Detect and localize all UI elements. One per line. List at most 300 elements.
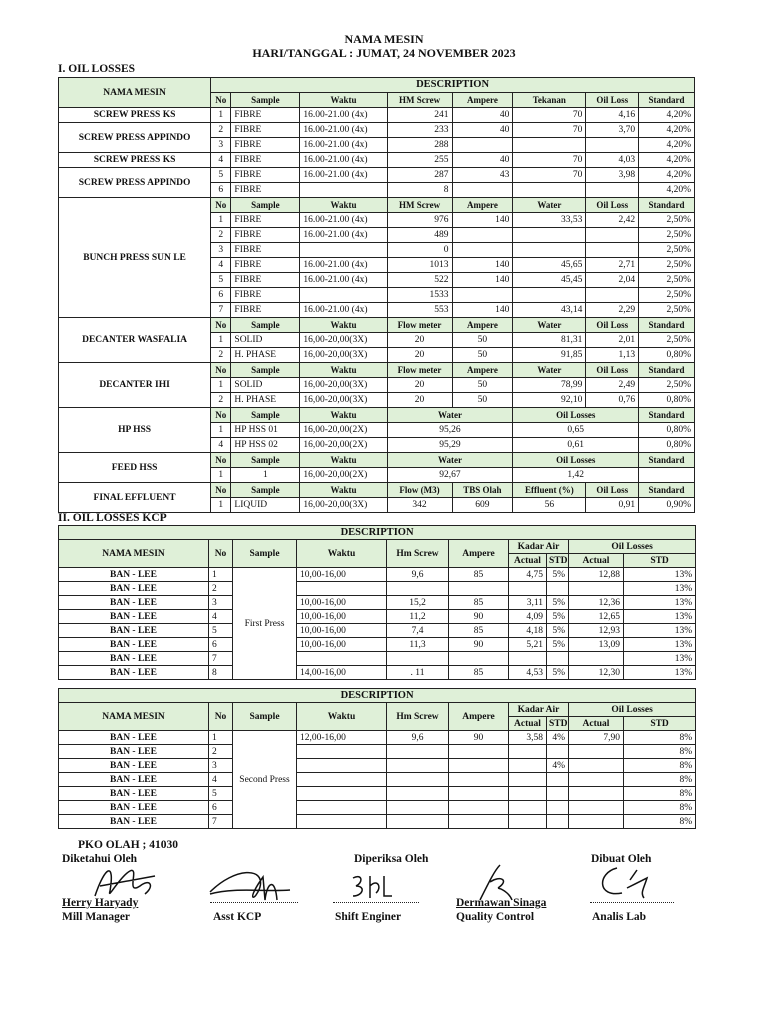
table-row	[59, 123, 695, 138]
table-cell	[509, 652, 547, 666]
column-header: Waktu	[300, 483, 387, 498]
table-cell	[547, 815, 569, 829]
header-row	[59, 453, 695, 468]
column-header: Sample	[231, 363, 300, 378]
column-header: Oil Loss	[586, 363, 639, 378]
table-cell: 4,16	[586, 108, 639, 123]
table-cell: 5	[211, 168, 231, 183]
table-cell: 5	[209, 624, 233, 638]
column-header: HM Screw	[387, 93, 452, 108]
table-row	[59, 652, 696, 666]
table-cell: 7	[211, 303, 231, 318]
table-cell: FIBRE	[231, 288, 300, 303]
table-cell	[387, 773, 449, 787]
table-cell: 2,29	[586, 303, 639, 318]
table-cell	[449, 801, 509, 815]
table-cell: 609	[452, 498, 513, 513]
table-cell: 12,36	[569, 596, 624, 610]
header-row	[59, 363, 695, 378]
table-cell: 15,2	[387, 596, 449, 610]
column-header: Hm Screw	[387, 703, 449, 731]
table-row	[59, 610, 696, 624]
machine-name: DECANTER WASFALIA	[59, 318, 211, 363]
table-cell: 8%	[624, 731, 696, 745]
machine-name: FEED HSS	[59, 453, 211, 483]
column-header: Flow meter	[387, 363, 452, 378]
table-cell: 10,00-16,00	[297, 610, 387, 624]
table-cell: 2,50%	[639, 228, 695, 243]
machine-name: SCREW PRESS KS	[59, 153, 211, 168]
table-cell	[586, 183, 639, 198]
table-cell: 85	[449, 666, 509, 680]
column-header: Standard	[639, 408, 695, 423]
table-cell: 3,70	[586, 123, 639, 138]
column-header: Waktu	[300, 93, 387, 108]
table-cell	[452, 138, 513, 153]
table-cell: 9,6	[387, 568, 449, 582]
table-cell	[569, 582, 624, 596]
table-cell: 3,98	[586, 168, 639, 183]
machine-name: BAN - LEE	[59, 731, 209, 745]
table-cell: 2	[211, 123, 231, 138]
table-cell: 50	[452, 393, 513, 408]
table-cell	[509, 759, 547, 773]
column-header: Ampere	[452, 318, 513, 333]
table-cell	[509, 582, 547, 596]
table-cell: 13,09	[569, 638, 624, 652]
table-cell: 43	[452, 168, 513, 183]
column-header: Standard	[639, 93, 695, 108]
column-header: Standard	[639, 363, 695, 378]
table-cell	[387, 815, 449, 829]
table-cell: 14,00-16,00	[297, 666, 387, 680]
table-cell	[297, 652, 387, 666]
table-cell	[297, 815, 387, 829]
table-cell	[297, 745, 387, 759]
table-cell: 45,45	[513, 273, 586, 288]
table-cell: 92,10	[513, 393, 586, 408]
table-cell: 40	[452, 108, 513, 123]
table-cell: 16.00-21.00 (4x)	[300, 228, 387, 243]
table-cell: 140	[452, 303, 513, 318]
column-header: Actual	[569, 717, 624, 731]
machine-name: BAN - LEE	[59, 815, 209, 829]
table-cell: 16.00-21.00 (4x)	[300, 273, 387, 288]
table-cell: 20	[387, 333, 452, 348]
table-cell: 90	[449, 638, 509, 652]
table-cell: 16,00-20,00(3X)	[300, 378, 387, 393]
table-cell: 13%	[624, 624, 696, 638]
table-cell: 50	[452, 348, 513, 363]
column-header: Ampere	[452, 93, 513, 108]
machine-name: SCREW PRESS APPINDO	[59, 123, 211, 153]
table-cell: 56	[513, 498, 586, 513]
table-cell: 3	[211, 138, 231, 153]
table-cell: 4,20%	[639, 183, 695, 198]
table-cell: 85	[449, 624, 509, 638]
table-cell	[569, 773, 624, 787]
table-cell: 20	[387, 393, 452, 408]
table-cell	[300, 183, 387, 198]
column-header: Waktu	[297, 540, 387, 568]
table-cell: 2	[209, 745, 233, 759]
table-cell: 43,14	[513, 303, 586, 318]
table-row	[59, 153, 695, 168]
analis-lab-role: Analis Lab	[592, 911, 647, 923]
column-header: No	[211, 318, 231, 333]
table-cell: 16.00-21.00 (4x)	[300, 213, 387, 228]
column-header: Water	[387, 453, 513, 468]
table-cell: 95,29	[387, 438, 513, 453]
table-cell: 45,65	[513, 258, 586, 273]
table-cell	[297, 582, 387, 596]
table-cell: 11,2	[387, 610, 449, 624]
machine-name: BAN - LEE	[59, 801, 209, 815]
table-cell: 2	[211, 348, 231, 363]
table-cell	[586, 228, 639, 243]
table-cell: 2	[211, 393, 231, 408]
table-row	[59, 787, 696, 801]
table-row	[59, 568, 696, 582]
table-row	[59, 582, 696, 596]
description-header: DESCRIPTION	[211, 78, 695, 93]
table-cell: 8%	[624, 787, 696, 801]
kcp-second-press-table	[58, 688, 696, 829]
table-cell: 16,00-20,00(3X)	[300, 393, 387, 408]
oil-losses-table	[58, 77, 695, 513]
table-cell: 1	[211, 468, 231, 483]
table-cell: FIBRE	[231, 123, 300, 138]
header-row	[59, 198, 695, 213]
table-cell: 13%	[624, 568, 696, 582]
column-header: Waktu	[297, 703, 387, 731]
table-cell: 4,03	[586, 153, 639, 168]
section1-title: I. OIL LOSSES	[58, 63, 136, 75]
table-row	[59, 638, 696, 652]
column-header: Standard	[639, 198, 695, 213]
column-header: Oil Losses	[569, 703, 696, 717]
column-header: Sample	[233, 703, 297, 731]
column-header: Water	[513, 198, 586, 213]
column-header: Tekanan	[513, 93, 586, 108]
column-header: Water	[387, 408, 513, 423]
table-cell	[509, 745, 547, 759]
table-cell: 1	[211, 423, 231, 438]
table-cell	[513, 243, 586, 258]
column-header: Actual	[509, 717, 547, 731]
machine-name: BAN - LEE	[59, 582, 209, 596]
table-cell: 16,00-20,00(2X)	[300, 438, 387, 453]
table-cell	[297, 773, 387, 787]
column-header: Ampere	[452, 363, 513, 378]
table-cell: 5%	[547, 666, 569, 680]
table-cell	[509, 773, 547, 787]
table-cell: 2,50%	[639, 213, 695, 228]
table-cell: 16.00-21.00 (4x)	[300, 258, 387, 273]
table-cell	[387, 582, 449, 596]
table-cell: 8%	[624, 745, 696, 759]
table-cell: 0,80%	[639, 438, 695, 453]
table-cell: 8%	[624, 801, 696, 815]
table-cell: 70	[513, 168, 586, 183]
table-cell: 12,30	[569, 666, 624, 680]
table-cell: 16,00-20,00(3X)	[300, 333, 387, 348]
table-cell: 2,49	[586, 378, 639, 393]
table-cell: 85	[449, 596, 509, 610]
table-cell: 13%	[624, 638, 696, 652]
table-cell: FIBRE	[231, 183, 300, 198]
table-cell	[547, 787, 569, 801]
column-header: Kadar Air	[509, 703, 569, 717]
column-header: Waktu	[300, 318, 387, 333]
table-cell: SOLID	[231, 333, 300, 348]
column-header: Waktu	[300, 198, 387, 213]
table-cell: 16.00-21.00 (4x)	[300, 303, 387, 318]
table-cell: 4	[211, 258, 231, 273]
table-cell: 2,50%	[639, 243, 695, 258]
machine-name: FINAL EFFLUENT	[59, 483, 211, 513]
table-cell: 5%	[547, 568, 569, 582]
column-header: Ampere	[452, 198, 513, 213]
table-cell: 92,67	[387, 468, 513, 483]
table-row	[59, 596, 696, 610]
column-header: No	[211, 363, 231, 378]
column-header: HM Screw	[387, 198, 452, 213]
table-cell: 8%	[624, 773, 696, 787]
table-cell: 0	[387, 243, 452, 258]
table-cell: 11,3	[387, 638, 449, 652]
description-header: DESCRIPTION	[59, 526, 696, 540]
table-cell: 6	[211, 288, 231, 303]
column-header: Sample	[231, 318, 300, 333]
doc-date: HARI/TANGGAL : JUMAT, 24 NOVEMBER 2023	[252, 46, 516, 60]
table-cell	[449, 773, 509, 787]
table-cell: 16,00-20,00(2X)	[300, 468, 387, 483]
mill-manager-role: Mill Manager	[62, 911, 131, 923]
table-cell: 6	[211, 183, 231, 198]
signature-analis-lab	[592, 858, 662, 903]
table-cell: 70	[513, 108, 586, 123]
table-cell: 2	[209, 582, 233, 596]
press-label: Second Press	[233, 731, 297, 829]
table-cell: FIBRE	[231, 258, 300, 273]
column-header: Standard	[639, 483, 695, 498]
table-cell: 20	[387, 348, 452, 363]
header-row	[59, 703, 696, 717]
table-cell: FIBRE	[231, 228, 300, 243]
signature-asst-kcp	[205, 862, 295, 907]
table-cell: 255	[387, 153, 452, 168]
table-cell: 16,00-20,00(3X)	[300, 498, 387, 513]
table-cell: . 11	[387, 666, 449, 680]
table-cell: 16.00-21.00 (4x)	[300, 108, 387, 123]
table-cell: H. PHASE	[231, 393, 300, 408]
table-cell: 3	[211, 243, 231, 258]
table-cell: 5%	[547, 638, 569, 652]
table-cell: 2,50%	[639, 258, 695, 273]
column-header: Oil Loss	[586, 93, 639, 108]
table-cell: 2,42	[586, 213, 639, 228]
dibuat-label: Dibuat Oleh	[591, 853, 652, 865]
table-row	[59, 624, 696, 638]
table-cell	[297, 801, 387, 815]
diketahui-label: Diketahui Oleh	[62, 853, 138, 865]
table-cell: 1	[211, 498, 231, 513]
column-header: No	[211, 93, 231, 108]
column-header: No	[211, 198, 231, 213]
press-label: First Press	[233, 568, 297, 680]
table-cell: 3,58	[509, 731, 547, 745]
table-cell: 0,65	[513, 423, 639, 438]
table-row	[59, 731, 696, 745]
column-header: Standard	[639, 318, 695, 333]
table-cell: 2,04	[586, 273, 639, 288]
table-cell: FIBRE	[231, 108, 300, 123]
table-cell	[449, 815, 509, 829]
table-cell: 4	[211, 153, 231, 168]
table-cell	[449, 582, 509, 596]
table-cell: 0,91	[586, 498, 639, 513]
machine-name: BAN - LEE	[59, 638, 209, 652]
table-cell: 1533	[387, 288, 452, 303]
table-cell: 10,00-16,00	[297, 638, 387, 652]
column-header: Oil Losses	[513, 453, 639, 468]
table-cell: 8	[387, 183, 452, 198]
column-header: Actual	[569, 554, 624, 568]
table-cell: 522	[387, 273, 452, 288]
column-header: Ampere	[449, 703, 509, 731]
column-header: Waktu	[300, 363, 387, 378]
table-cell: 12,93	[569, 624, 624, 638]
table-cell: 90	[449, 610, 509, 624]
table-cell: 4,09	[509, 610, 547, 624]
table-cell: 2,50%	[639, 333, 695, 348]
table-cell: 2	[211, 228, 231, 243]
table-cell: 16,00-20,00(3X)	[300, 348, 387, 363]
table-cell: 85	[449, 568, 509, 582]
table-cell	[297, 787, 387, 801]
table-cell	[509, 815, 547, 829]
table-cell: 7,4	[387, 624, 449, 638]
table-cell	[547, 582, 569, 596]
table-cell: 1	[209, 568, 233, 582]
table-cell	[452, 228, 513, 243]
table-cell: FIBRE	[231, 168, 300, 183]
table-cell: 4,20%	[639, 108, 695, 123]
table-cell: 5	[211, 273, 231, 288]
table-cell: 4	[211, 438, 231, 453]
machine-name: DECANTER IHI	[59, 363, 211, 408]
table-cell: 33,53	[513, 213, 586, 228]
machine-name: BAN - LEE	[59, 568, 209, 582]
table-cell: 78,99	[513, 378, 586, 393]
table-cell	[569, 815, 624, 829]
machine-name: SCREW PRESS APPINDO	[59, 168, 211, 198]
table-cell: 16.00-21.00 (4x)	[300, 168, 387, 183]
table-cell: 0,76	[586, 393, 639, 408]
header-row	[59, 526, 696, 540]
machine-name: BUNCH PRESS SUN LE	[59, 198, 211, 318]
column-header: STD	[547, 717, 569, 731]
table-cell	[387, 787, 449, 801]
column-header: No	[209, 540, 233, 568]
column-header: STD	[547, 554, 569, 568]
column-header: Sample	[231, 408, 300, 423]
table-cell	[513, 288, 586, 303]
table-cell	[547, 773, 569, 787]
table-cell: 3	[209, 759, 233, 773]
machine-name: HP HSS	[59, 408, 211, 453]
table-cell	[509, 801, 547, 815]
column-header: No	[211, 408, 231, 423]
table-cell: FIBRE	[231, 213, 300, 228]
table-cell: 4	[209, 773, 233, 787]
table-cell: 4,20%	[639, 138, 695, 153]
table-cell	[569, 787, 624, 801]
column-header: Waktu	[300, 408, 387, 423]
column-header: Sample	[231, 453, 300, 468]
table-cell: 8	[209, 666, 233, 680]
table-cell	[449, 652, 509, 666]
header-row	[59, 540, 696, 554]
table-cell: 10,00-16,00	[297, 596, 387, 610]
table-cell: 287	[387, 168, 452, 183]
column-header: Waktu	[300, 453, 387, 468]
table-cell: 12,00-16,00	[297, 731, 387, 745]
table-cell: 10,00-16,00	[297, 568, 387, 582]
table-cell	[449, 759, 509, 773]
table-cell: 5%	[547, 596, 569, 610]
mill-manager-name: Herry Haryady	[62, 897, 139, 909]
table-cell: 1	[211, 333, 231, 348]
header-row	[59, 78, 695, 93]
table-cell: 70	[513, 123, 586, 138]
table-cell	[387, 801, 449, 815]
table-cell	[569, 759, 624, 773]
table-cell	[452, 288, 513, 303]
table-cell	[449, 787, 509, 801]
column-header: No	[211, 483, 231, 498]
machine-name: SCREW PRESS KS	[59, 108, 211, 123]
header-row	[59, 483, 695, 498]
table-row	[59, 801, 696, 815]
signature-shift-enginer	[348, 868, 398, 903]
table-cell: 0,61	[513, 438, 639, 453]
header-row	[59, 408, 695, 423]
table-cell: 1	[231, 468, 300, 483]
column-header: Sample	[231, 198, 300, 213]
table-cell	[452, 243, 513, 258]
table-cell	[586, 138, 639, 153]
table-cell: 8%	[624, 759, 696, 773]
table-cell	[297, 759, 387, 773]
signature-line-shift	[333, 902, 419, 903]
table-row	[59, 666, 696, 680]
table-cell: 140	[452, 213, 513, 228]
column-header: Oil Losses	[569, 540, 696, 554]
table-cell: 9,6	[387, 731, 449, 745]
table-cell	[569, 801, 624, 815]
table-cell: 4%	[547, 731, 569, 745]
table-cell: FIBRE	[231, 303, 300, 318]
table-cell: 2,01	[586, 333, 639, 348]
table-row	[59, 168, 695, 183]
table-cell: 5	[209, 787, 233, 801]
column-header: No	[209, 703, 233, 731]
table-cell: 2,50%	[639, 303, 695, 318]
column-header: Oil Loss	[586, 483, 639, 498]
column-header: Hm Screw	[387, 540, 449, 568]
